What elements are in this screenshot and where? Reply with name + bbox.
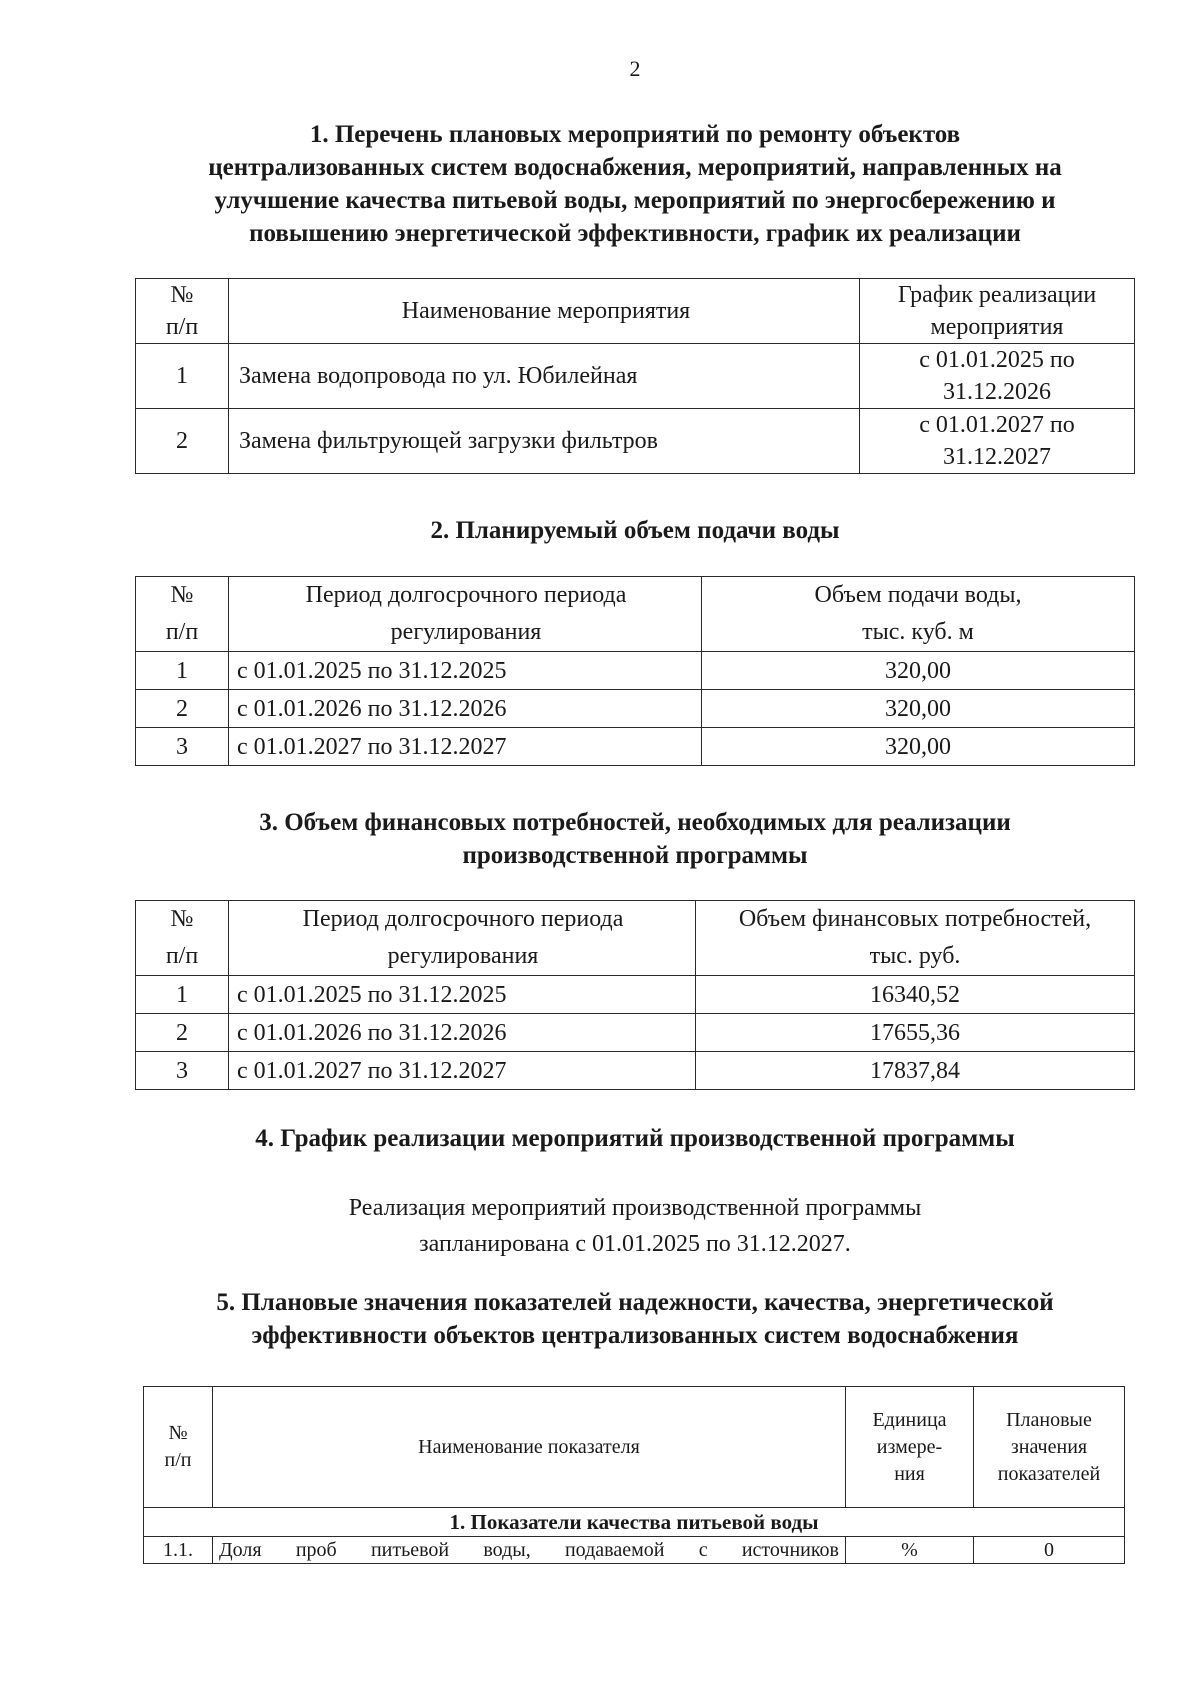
header-num [136, 577, 229, 652]
header-unit-line: Единица [872, 1408, 947, 1431]
header-unit-line: измере- [876, 1435, 943, 1458]
table-header-row [136, 577, 1135, 652]
cell-name: Замена фильтрующей загрузки фильтров [229, 409, 860, 474]
cell-period: с 01.01.2025 по 31.12.2025 [229, 652, 702, 690]
header-schedule [860, 279, 1135, 344]
table-row [136, 976, 1135, 1014]
cell-value: 320,00 [702, 728, 1135, 766]
cell-num: 2 [136, 409, 229, 474]
section1-title-line: повышению энергетической эффективности, график их реализации [249, 220, 1021, 247]
cell-value: 17655,36 [696, 1014, 1135, 1052]
cell-num: 1 [136, 652, 229, 690]
table-header-row [136, 901, 1135, 976]
cell-value: 16340,52 [696, 976, 1135, 1014]
header-num [136, 279, 229, 344]
header-period-line: регулирования [387, 943, 539, 969]
header-num-line: п/п [165, 314, 199, 340]
cell-schedule-line: с 01.01.2027 по [919, 412, 1075, 438]
cell-value: 320,00 [702, 652, 1135, 690]
header-num-line: п/п [164, 1449, 192, 1471]
table-row [136, 1014, 1135, 1052]
header-schedule-line: мероприятия [930, 314, 1064, 340]
section5-title-line: 5. Плановые значения показателей надежности, качества, энергетической [216, 1289, 1054, 1316]
section4-text [0, 1190, 1200, 1262]
header-plan-line: значения [1010, 1435, 1088, 1458]
table-row [136, 1052, 1135, 1090]
header-num-line: п/п [165, 943, 199, 969]
table-row [136, 728, 1135, 766]
header-unit-line: ния [894, 1462, 925, 1485]
cell-unit: % [846, 1537, 974, 1564]
table-row [144, 1537, 1125, 1564]
cell-name: Замена водопровода по ул. Юбилейная [229, 344, 860, 409]
section4-title: 4. График реализации мероприятий производственной программы [255, 1125, 1015, 1152]
header-period [229, 577, 702, 652]
table-header-row [136, 279, 1135, 344]
header-value-line: Объем подачи воды, [814, 582, 1022, 608]
header-value [696, 901, 1135, 976]
table-row [136, 652, 1135, 690]
header-name: Наименование показателя [213, 1387, 846, 1508]
section3-title [0, 806, 1200, 872]
section5-title-line: эффективности объектов централизованных систем водоснабжения [251, 1322, 1019, 1349]
cell-period: с 01.01.2026 по 31.12.2026 [229, 1014, 696, 1052]
cell-num: 3 [136, 1052, 229, 1090]
cell-num: 2 [136, 1014, 229, 1052]
water-supply-table [135, 576, 1135, 766]
section5-title [0, 1286, 1200, 1352]
cell-num: 2 [136, 690, 229, 728]
header-unit [846, 1387, 974, 1508]
header-schedule-line: График реализации [897, 282, 1097, 308]
indicators-table [143, 1386, 1125, 1564]
header-num [144, 1387, 213, 1508]
header-num-line: № [170, 282, 194, 308]
finance-table [135, 900, 1135, 1090]
cell-period: с 01.01.2026 по 31.12.2026 [229, 690, 702, 728]
group-row [144, 1508, 1125, 1537]
cell-period: с 01.01.2027 по 31.12.2027 [229, 728, 702, 766]
section3-title-line: 3. Объем финансовых потребностей, необходимых для реализации [259, 809, 1011, 836]
header-num-line: п/п [165, 619, 199, 645]
header-plan [974, 1387, 1125, 1508]
cell-value: 17837,84 [696, 1052, 1135, 1090]
cell-num: 3 [136, 728, 229, 766]
header-value [702, 577, 1135, 652]
section4-text-line: Реализация мероприятий производственной программы [348, 1195, 922, 1221]
cell-period: с 01.01.2027 по 31.12.2027 [229, 1052, 696, 1090]
table-row [136, 690, 1135, 728]
section1-title-line: 1. Перечень плановых мероприятий по ремонту объектов [309, 121, 961, 148]
cell-num: 1 [136, 344, 229, 409]
section4-text-line: запланирована с 01.01.2025 по 31.12.2027. [419, 1231, 851, 1257]
cell-num: 1 [136, 976, 229, 1014]
table-row [136, 409, 1135, 474]
cell-num: 1.1. [144, 1537, 213, 1564]
header-value-line: тыс. куб. м [862, 619, 974, 645]
section1-title-line: улучшение качества питьевой воды, мероприятий по энергосбережению и [214, 187, 1056, 214]
cell-schedule-line: 31.12.2026 [943, 379, 1051, 405]
section1-title-line: централизованных систем водоснабжения, мероприятий, направленных на [208, 154, 1062, 181]
header-period-line: Период долгосрочного периода [305, 582, 627, 608]
header-period-line: Период долгосрочного периода [302, 906, 624, 932]
cell-plan: 0 [974, 1537, 1125, 1564]
section2-title: 2. Планируемый объем подачи воды [430, 517, 840, 544]
header-num-line: № [168, 1422, 188, 1444]
activities-table [135, 278, 1135, 474]
cell-schedule-line: 31.12.2027 [943, 444, 1051, 470]
section3-title-line: производственной программы [462, 842, 808, 869]
header-period-line: регулирования [390, 619, 542, 645]
header-plan-line: показателей [997, 1462, 1101, 1485]
header-num-line: № [170, 906, 194, 932]
cell-schedule [860, 344, 1135, 409]
cell-value: 320,00 [702, 690, 1135, 728]
header-period [229, 901, 696, 976]
page-number: 2 [629, 56, 641, 81]
cell-name: Доля проб питьевой воды, подаваемой с источников [213, 1537, 846, 1564]
cell-schedule [860, 409, 1135, 474]
header-value-line: Объем финансовых потребностей, [738, 906, 1092, 932]
cell-schedule-line: с 01.01.2025 по [919, 347, 1075, 373]
section1-title [0, 118, 1200, 250]
table-header-row [144, 1387, 1125, 1508]
header-num-line: № [170, 582, 194, 608]
table-row [136, 344, 1135, 409]
header-name: Наименование мероприятия [229, 279, 860, 344]
cell-period: с 01.01.2025 по 31.12.2025 [229, 976, 696, 1014]
header-plan-line: Плановые [1006, 1408, 1092, 1431]
header-num [136, 901, 229, 976]
header-value-line: тыс. руб. [869, 943, 961, 969]
group-title: 1. Показатели качества питьевой воды [144, 1508, 1125, 1537]
